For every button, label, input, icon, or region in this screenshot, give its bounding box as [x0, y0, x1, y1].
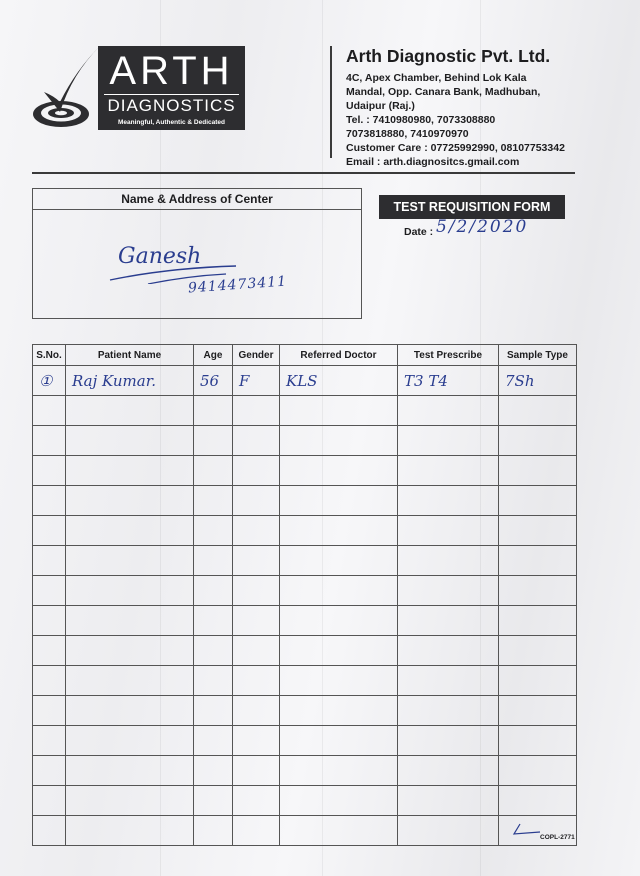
- table-cell: [66, 456, 194, 486]
- address-line: Mandal, Opp. Canara Bank, Madhuban,: [346, 86, 541, 98]
- header-rule: [32, 172, 575, 174]
- table-cell: [280, 576, 398, 606]
- table-cell: [398, 456, 499, 486]
- table-cell: [33, 756, 66, 786]
- table-row: [33, 636, 577, 666]
- table-cell: [499, 666, 577, 696]
- center-name-handwritten: Ganesh: [118, 244, 202, 269]
- table-cell: [66, 666, 194, 696]
- table-cell: [66, 426, 194, 456]
- table-cell: [499, 516, 577, 546]
- logo-divider: [104, 94, 239, 95]
- table-cell: [33, 546, 66, 576]
- table-cell: [194, 456, 233, 486]
- company-info: [346, 46, 636, 169]
- table-row: [33, 576, 577, 606]
- center-phone-handwritten: 9414473411: [187, 273, 288, 297]
- table-cell: [194, 636, 233, 666]
- table-row: [33, 726, 577, 756]
- table-cell: [66, 516, 194, 546]
- table-cell: [280, 606, 398, 636]
- table-cell: [280, 726, 398, 756]
- table-cell: [194, 396, 233, 426]
- table-cell: [280, 516, 398, 546]
- table-cell: [398, 516, 499, 546]
- table-cell: [280, 696, 398, 726]
- center-address-box: [32, 188, 362, 319]
- table-row: [33, 456, 577, 486]
- table-cell: 56: [194, 366, 233, 396]
- handwritten-tick: [512, 822, 542, 836]
- table-cell: [398, 396, 499, 426]
- table-cell: [33, 696, 66, 726]
- table-cell: [194, 576, 233, 606]
- table-cell: [398, 486, 499, 516]
- logo-word: ARTH: [109, 49, 234, 93]
- table-cell: [398, 696, 499, 726]
- column-header: Referred Doctor: [280, 345, 398, 366]
- table-cell: [280, 456, 398, 486]
- table-cell: [233, 696, 280, 726]
- table-cell: [233, 816, 280, 846]
- table-cell: T3 T4: [398, 366, 499, 396]
- table-cell: [280, 486, 398, 516]
- table-cell: [194, 426, 233, 456]
- column-header: Patient Name: [66, 345, 194, 366]
- table-row: [33, 486, 577, 516]
- date-label: Date :: [404, 226, 434, 238]
- table-cell: [280, 816, 398, 846]
- target-tick-icon: [30, 44, 102, 136]
- table-cell: [499, 786, 577, 816]
- table-cell: [499, 606, 577, 636]
- column-header: S.No.: [33, 345, 66, 366]
- table-cell: [398, 666, 499, 696]
- table-cell: [66, 576, 194, 606]
- table-cell: [194, 696, 233, 726]
- column-header: Gender: [233, 345, 280, 366]
- table-cell: [398, 426, 499, 456]
- table-cell: [194, 786, 233, 816]
- table-cell: [33, 396, 66, 426]
- table-cell: [194, 486, 233, 516]
- table-cell: [398, 726, 499, 756]
- table-cell: [33, 786, 66, 816]
- address-line: Udaipur (Raj.): [346, 100, 415, 112]
- table-cell: [194, 546, 233, 576]
- table-cell: [33, 516, 66, 546]
- table-cell: KLS: [280, 366, 398, 396]
- email-line: Email : arth.diagnositcs.gmail.com: [346, 156, 520, 168]
- table-cell: [499, 696, 577, 726]
- table-body: [33, 366, 577, 846]
- table-cell: [66, 696, 194, 726]
- table-cell: [233, 546, 280, 576]
- table-cell: [398, 546, 499, 576]
- table-cell: [194, 516, 233, 546]
- table-cell: [194, 816, 233, 846]
- logo-tagline: Meaningful, Authentic & Dedicated: [117, 119, 225, 126]
- form-title: TEST REQUISITION FORM: [379, 195, 565, 219]
- table-cell: [194, 756, 233, 786]
- address-line: 4C, Apex Chamber, Behind Lok Kala: [346, 72, 527, 84]
- table-cell: [233, 576, 280, 606]
- table-cell: [398, 816, 499, 846]
- column-header: Sample Type: [499, 345, 577, 366]
- table-cell: [33, 606, 66, 636]
- table-cell: [499, 576, 577, 606]
- table-cell: [66, 726, 194, 756]
- telephone-line: Tel. : 7410980980, 7073308880: [346, 114, 496, 126]
- table-cell: [233, 786, 280, 816]
- table-cell: [280, 756, 398, 786]
- table-cell: [398, 786, 499, 816]
- table-cell: [499, 426, 577, 456]
- table-cell: [499, 726, 577, 756]
- table-cell: [280, 426, 398, 456]
- table-cell: [499, 396, 577, 426]
- logo-sub: DIAGNOSTICS: [107, 96, 236, 115]
- table-cell: [66, 546, 194, 576]
- table-row: [33, 606, 577, 636]
- table-cell: [499, 636, 577, 666]
- table-cell: ①: [33, 366, 66, 396]
- patient-table: [32, 344, 577, 846]
- table-cell: [233, 666, 280, 696]
- center-box-heading: Name & Address of Center: [33, 189, 361, 210]
- table-cell: [33, 456, 66, 486]
- header-divider: [330, 46, 332, 158]
- table-row: [33, 696, 577, 726]
- table-cell: [66, 786, 194, 816]
- table-cell: [280, 546, 398, 576]
- table-cell: [66, 636, 194, 666]
- table-cell: [398, 756, 499, 786]
- date-value-handwritten: 5/2/2020: [436, 217, 529, 237]
- table-row: [33, 366, 577, 396]
- logo-box: [98, 46, 245, 130]
- table-cell: [233, 726, 280, 756]
- table-cell: [33, 666, 66, 696]
- table-row: [33, 396, 577, 426]
- table-cell: [398, 606, 499, 636]
- table-row: [33, 816, 577, 846]
- table-cell: [233, 426, 280, 456]
- table-row: [33, 546, 577, 576]
- table-cell: [33, 726, 66, 756]
- table-cell: [66, 396, 194, 426]
- table-cell: [66, 816, 194, 846]
- table-row: [33, 756, 577, 786]
- table-cell: [280, 636, 398, 666]
- table-cell: Raj Kumar.: [66, 366, 194, 396]
- table-cell: [233, 636, 280, 666]
- table-cell: [398, 576, 499, 606]
- table-cell: [499, 486, 577, 516]
- table-cell: [499, 456, 577, 486]
- column-header: Age: [194, 345, 233, 366]
- table-cell: [233, 456, 280, 486]
- customer-care-line: Customer Care : 07725992990, 08107753342: [346, 142, 565, 154]
- table-cell: [33, 636, 66, 666]
- table-cell: [66, 756, 194, 786]
- column-header: Test Prescribe: [398, 345, 499, 366]
- table-header-row: [33, 345, 577, 366]
- table-cell: [33, 576, 66, 606]
- table-cell: F: [233, 366, 280, 396]
- table-cell: [233, 606, 280, 636]
- telephone-line-2: 7073818880, 7410970970: [346, 128, 469, 140]
- table-cell: [233, 516, 280, 546]
- form-code: COPL-2771: [540, 834, 575, 841]
- table-cell: [33, 426, 66, 456]
- table-row: [33, 426, 577, 456]
- table-cell: [194, 606, 233, 636]
- table-cell: [280, 666, 398, 696]
- company-name: Arth Diagnostic Pvt. Ltd.: [346, 46, 551, 66]
- table-cell: [66, 486, 194, 516]
- table-cell: [280, 786, 398, 816]
- table-cell: [194, 666, 233, 696]
- table-cell: [33, 486, 66, 516]
- table-cell: [233, 756, 280, 786]
- arth-logo: [30, 44, 246, 136]
- table-cell: [194, 726, 233, 756]
- table-cell: [66, 606, 194, 636]
- table-cell: [499, 756, 577, 786]
- table-cell: [233, 396, 280, 426]
- table-cell: [233, 486, 280, 516]
- table-row: [33, 786, 577, 816]
- table-cell: [398, 636, 499, 666]
- table-row: [33, 666, 577, 696]
- table-cell: [499, 546, 577, 576]
- table-cell: [33, 816, 66, 846]
- table-row: [33, 516, 577, 546]
- table-cell: 7Sh: [499, 366, 577, 396]
- table-cell: [280, 396, 398, 426]
